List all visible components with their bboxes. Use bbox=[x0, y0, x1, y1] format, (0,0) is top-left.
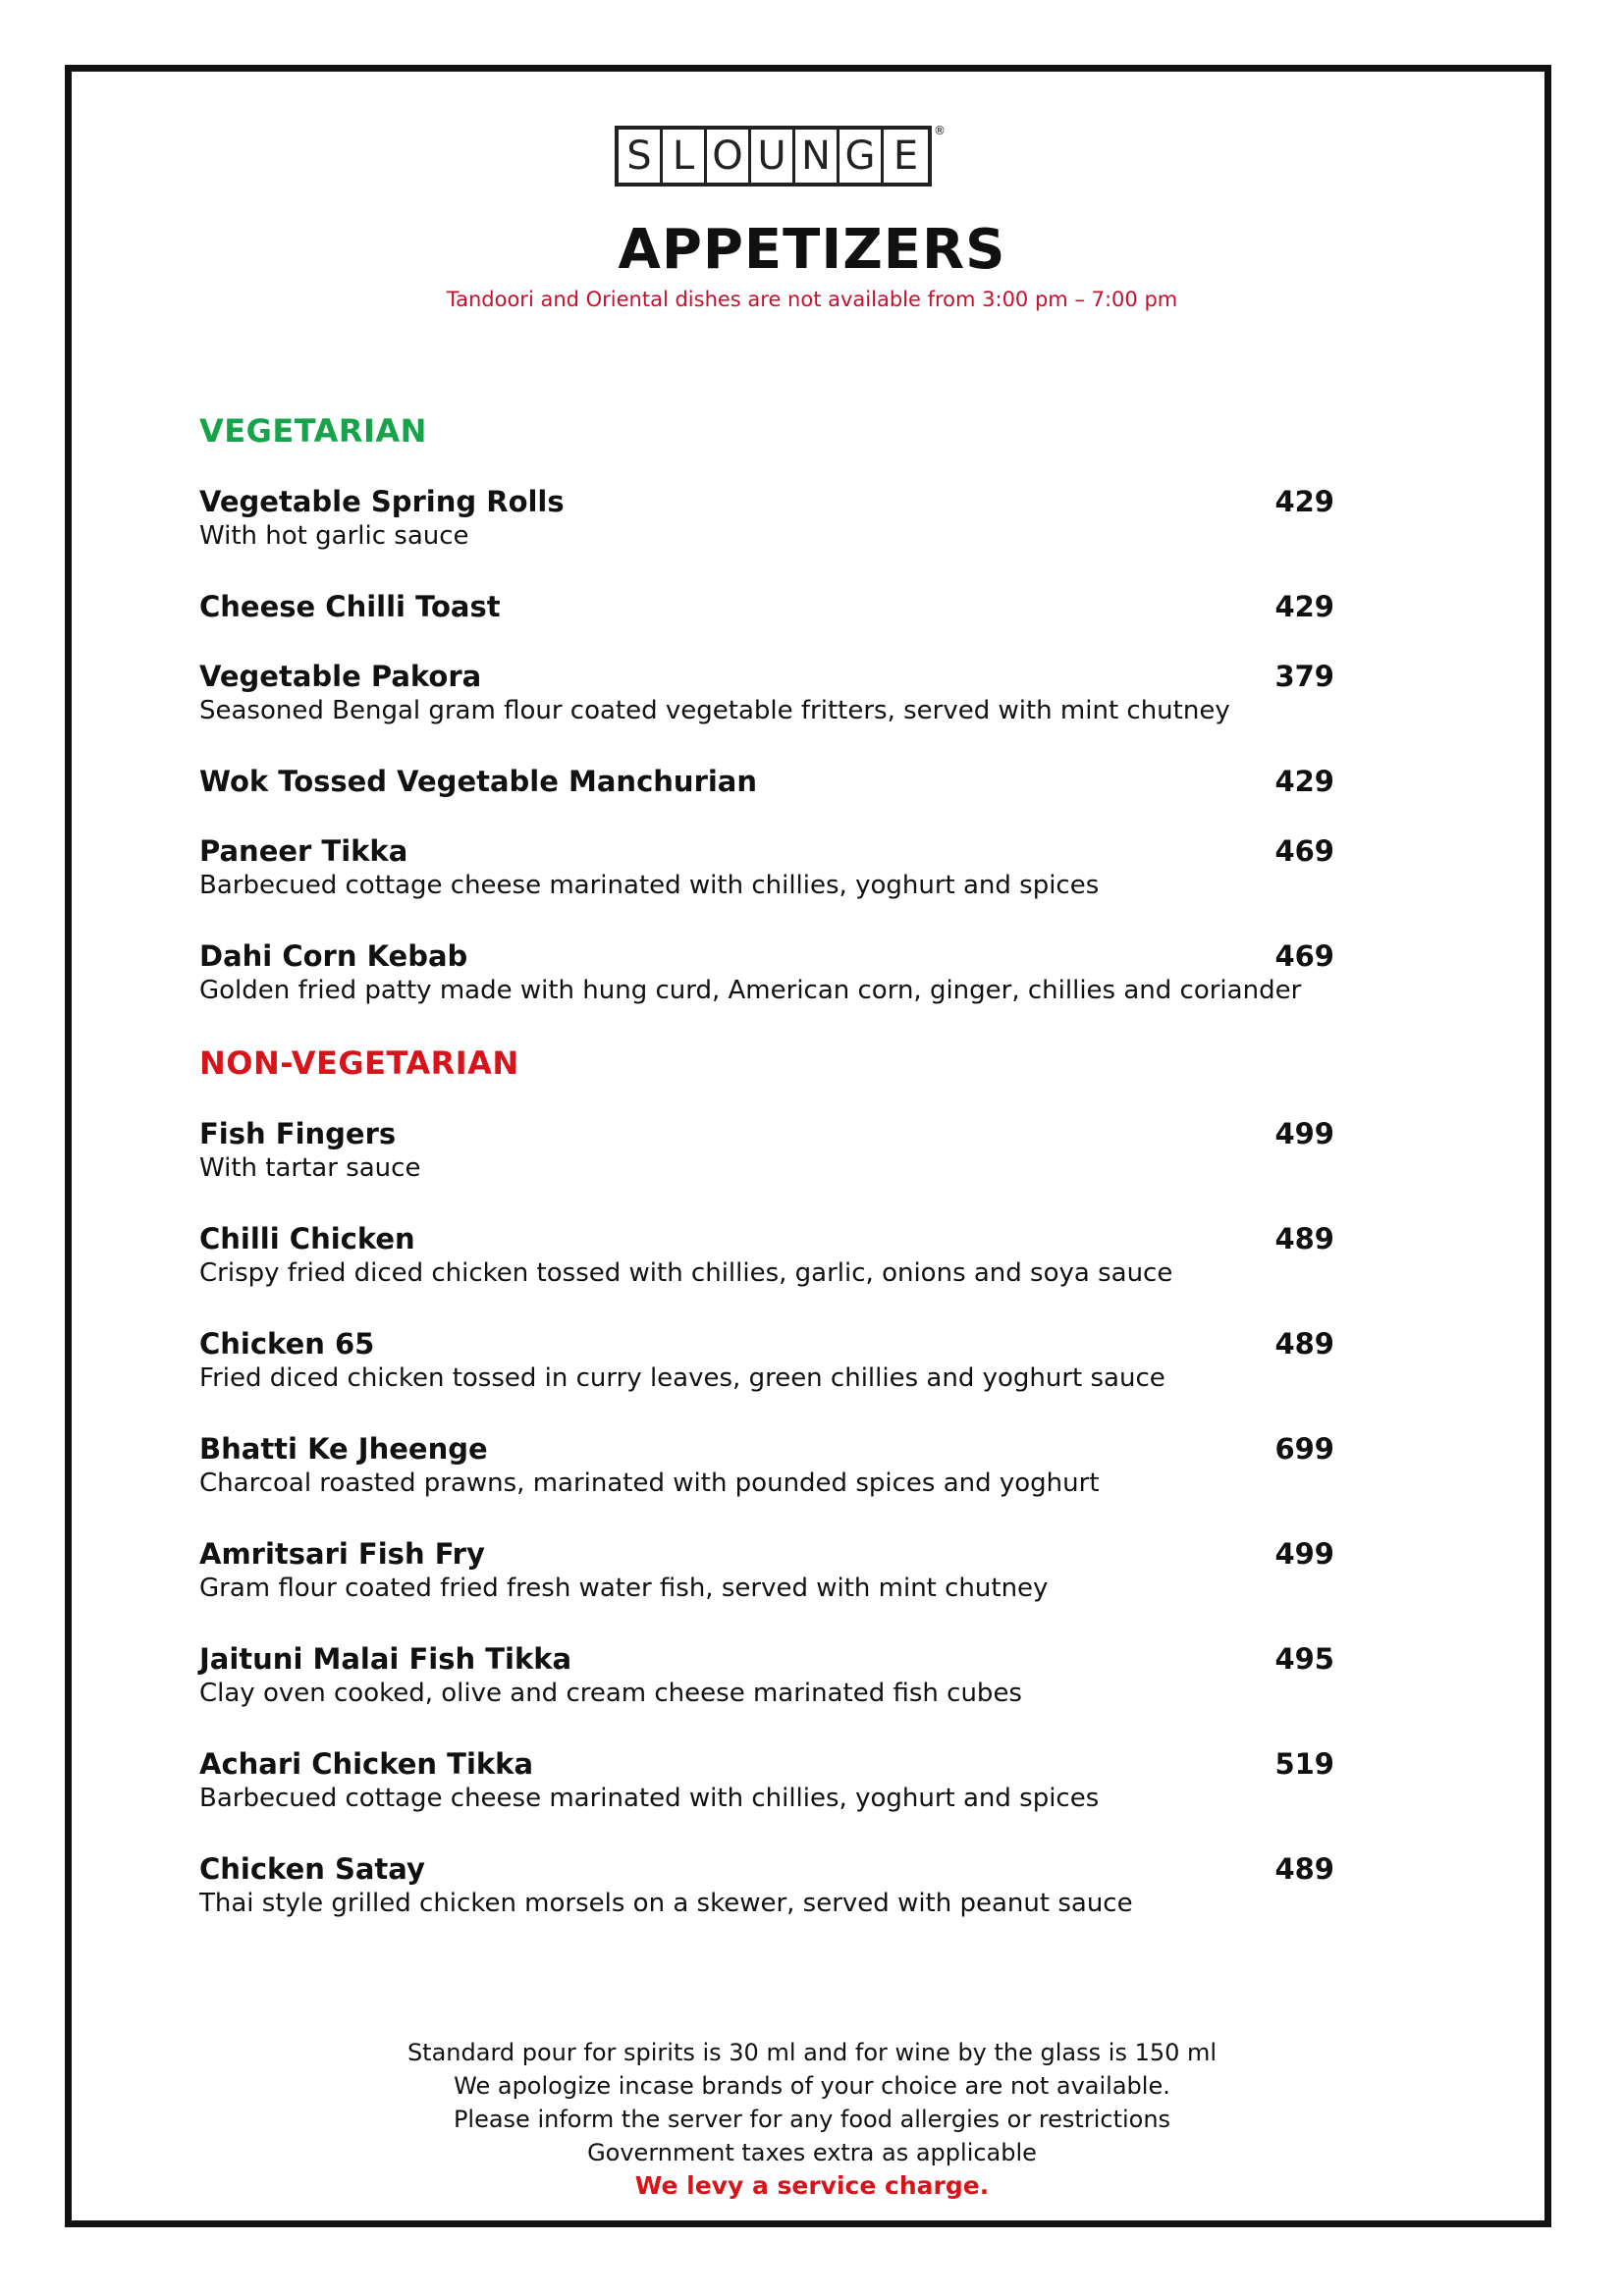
item-price: 489 bbox=[1274, 1852, 1334, 1886]
menu-item bbox=[199, 590, 1334, 624]
service-charge-note: We levy a service charge. bbox=[634, 2171, 990, 2200]
item-description: Barbecued cottage cheese marinated with chillies, yoghurt and spices bbox=[199, 1784, 1100, 1813]
brand-logo bbox=[615, 126, 946, 187]
logo-letter: O bbox=[707, 130, 751, 183]
footer-notes bbox=[0, 2036, 1624, 2203]
footer-note: Standard pour for spirits is 30 ml and for wine by the glass is 150 ml bbox=[406, 2039, 1218, 2066]
item-name: Achari Chicken Tikka bbox=[199, 1747, 534, 1781]
item-name: Chicken Satay bbox=[199, 1852, 425, 1886]
logo-letter: G bbox=[839, 130, 884, 183]
menu-item bbox=[199, 1852, 1334, 1921]
item-description: Barbecued cottage cheese marinated with chillies, yoghurt and spices bbox=[199, 871, 1100, 900]
menu-item bbox=[199, 1537, 1334, 1606]
menu-item bbox=[199, 834, 1334, 903]
item-price: 469 bbox=[1274, 834, 1334, 868]
availability-notice: Tandoori and Oriental dishes are not available from 3:00 pm – 7:00 pm bbox=[446, 288, 1178, 311]
item-price: 469 bbox=[1274, 939, 1334, 973]
menu-item bbox=[199, 1747, 1334, 1816]
item-name: Chicken 65 bbox=[199, 1327, 375, 1361]
menu-item bbox=[199, 765, 1334, 799]
menu-item bbox=[199, 485, 1334, 554]
item-name: Paneer Tikka bbox=[199, 834, 408, 868]
menu-item bbox=[199, 1222, 1334, 1291]
item-name: Wok Tossed Vegetable Manchurian bbox=[199, 765, 758, 798]
item-price: 495 bbox=[1274, 1642, 1334, 1676]
menu-item bbox=[199, 1432, 1334, 1501]
logo-letter-box bbox=[615, 126, 932, 187]
item-name: Bhatti Ke Jheenge bbox=[199, 1432, 488, 1466]
item-description: With tartar sauce bbox=[199, 1153, 421, 1183]
item-name: Vegetable Pakora bbox=[199, 660, 482, 693]
item-price: 499 bbox=[1274, 1117, 1334, 1150]
item-name: Dahi Corn Kebab bbox=[199, 939, 468, 973]
item-name: Chilli Chicken bbox=[199, 1222, 415, 1255]
menu-item bbox=[199, 660, 1334, 728]
item-price: 699 bbox=[1274, 1432, 1334, 1466]
section-heading-vegetarian: VEGETARIAN bbox=[199, 412, 427, 450]
item-name: Vegetable Spring Rolls bbox=[199, 485, 565, 518]
menu-item bbox=[199, 1327, 1334, 1396]
item-price: 429 bbox=[1274, 485, 1334, 518]
item-price: 519 bbox=[1274, 1747, 1334, 1781]
logo-letter: S bbox=[619, 130, 663, 183]
item-description: Fried diced chicken tossed in curry leaves, green chillies and yoghurt sauce bbox=[199, 1363, 1165, 1393]
item-description: Crispy fried diced chicken tossed with chillies, garlic, onions and soya sauce bbox=[199, 1258, 1173, 1288]
item-description: Seasoned Bengal gram flour coated vegetable fritters, served with mint chutney bbox=[199, 696, 1230, 725]
registered-mark: ® bbox=[934, 124, 946, 137]
menu-item bbox=[199, 1642, 1334, 1711]
item-price: 429 bbox=[1274, 590, 1334, 623]
logo-letter: N bbox=[795, 130, 839, 183]
footer-note: We apologize incase brands of your choice are not available. bbox=[454, 2072, 1170, 2100]
item-name: Amritsari Fish Fry bbox=[199, 1537, 485, 1571]
footer-note: Government taxes extra as applicable bbox=[587, 2139, 1037, 2166]
item-description: Gram flour coated fried fresh water fish, served with mint chutney bbox=[199, 1574, 1049, 1603]
logo-letter: E bbox=[893, 133, 919, 179]
logo-letter: U bbox=[751, 130, 795, 183]
item-description: Clay oven cooked, olive and cream cheese marinated fish cubes bbox=[199, 1679, 1022, 1708]
item-price: 429 bbox=[1274, 765, 1334, 798]
item-name: Jaituni Malai Fish Tikka bbox=[199, 1642, 572, 1676]
item-price: 499 bbox=[1274, 1537, 1334, 1571]
item-price: 379 bbox=[1274, 660, 1334, 693]
item-name: Fish Fingers bbox=[199, 1117, 397, 1150]
item-price: 489 bbox=[1274, 1327, 1334, 1361]
page-title: APPETIZERS bbox=[618, 218, 1006, 282]
menu-item bbox=[199, 939, 1334, 1008]
menu-item bbox=[199, 1117, 1334, 1186]
logo-letter: L bbox=[663, 130, 707, 183]
item-description: Charcoal roasted prawns, marinated with pounded spices and yoghurt bbox=[199, 1468, 1100, 1498]
item-description: With hot garlic sauce bbox=[199, 521, 469, 551]
item-name: Cheese Chilli Toast bbox=[199, 590, 501, 623]
section-heading-non-vegetarian: NON-VEGETARIAN bbox=[199, 1044, 519, 1082]
item-price: 489 bbox=[1274, 1222, 1334, 1255]
item-description: Thai style grilled chicken morsels on a skewer, served with peanut sauce bbox=[199, 1889, 1133, 1918]
footer-note: Please inform the server for any food allergies or restrictions bbox=[453, 2106, 1171, 2133]
item-description: Golden fried patty made with hung curd, American corn, ginger, chillies and coriander bbox=[199, 976, 1302, 1005]
